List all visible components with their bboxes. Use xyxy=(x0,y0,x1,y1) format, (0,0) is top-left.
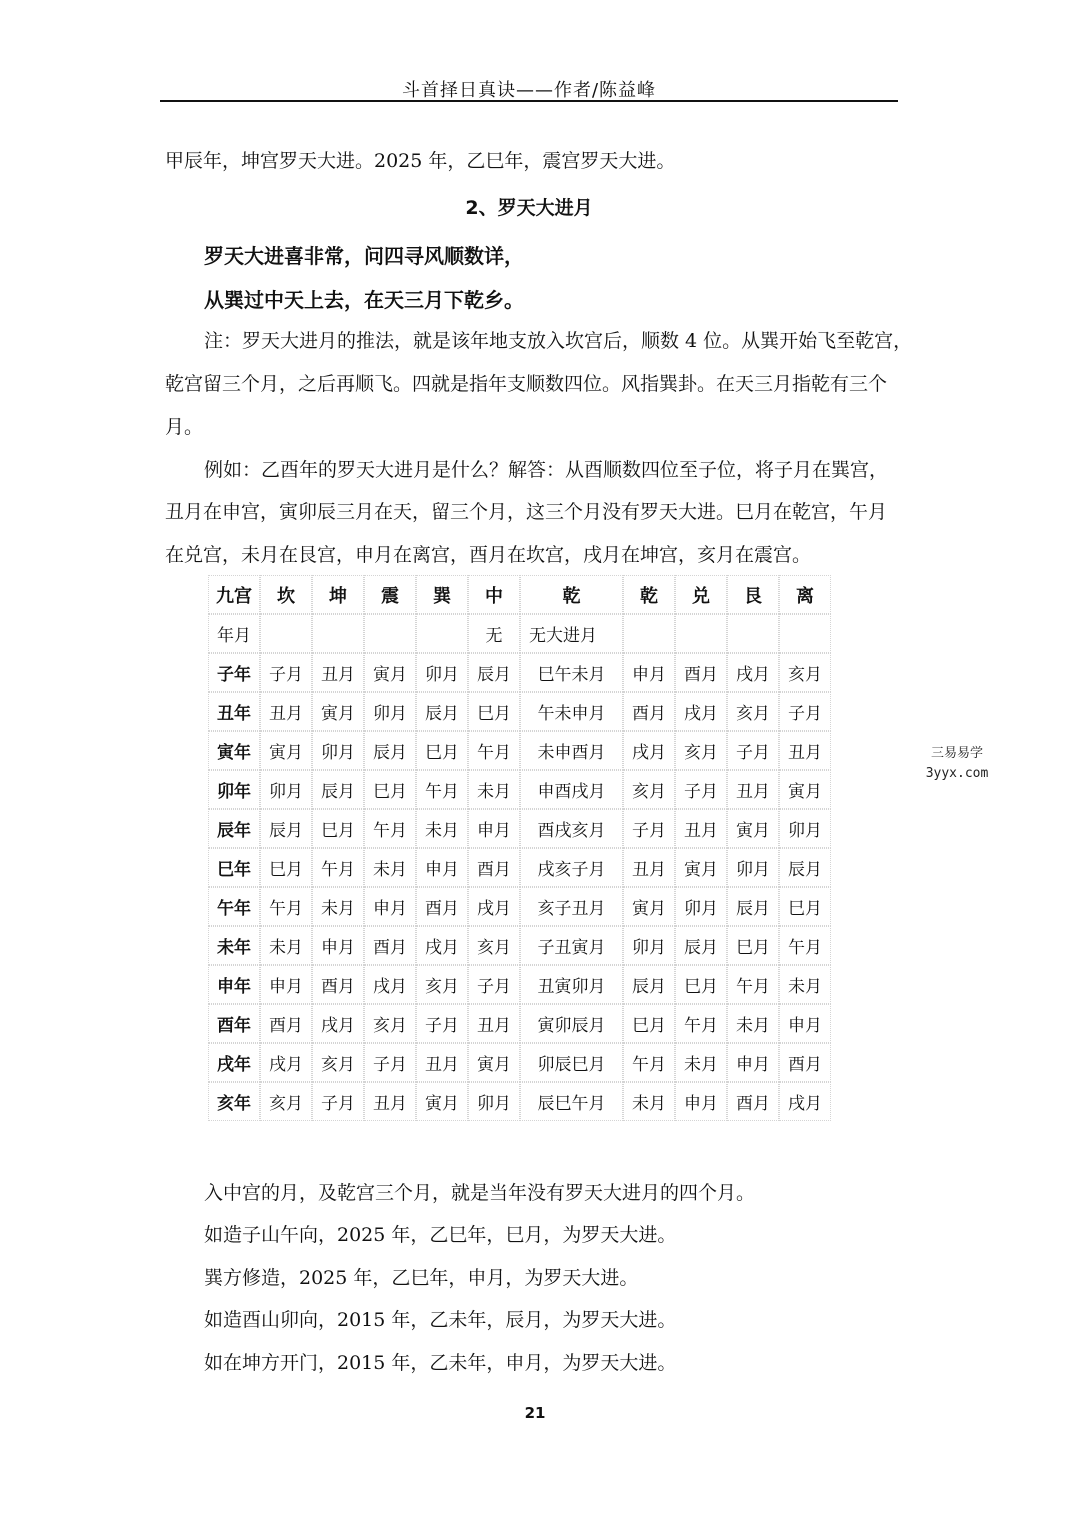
watermark xyxy=(922,744,992,784)
table-row xyxy=(209,654,830,691)
table-cell: 午月 xyxy=(313,849,363,886)
table-header-cell: 艮 xyxy=(728,576,778,613)
table-cell: 申月 xyxy=(728,1044,778,1081)
table-row-header: 寅年 xyxy=(209,732,259,769)
table-cell: 午月 xyxy=(624,1044,674,1081)
table-row xyxy=(209,888,830,925)
table-cell: 戌月 xyxy=(417,927,467,964)
table-cell: 酉月 xyxy=(313,966,363,1003)
table-cell: 戌月 xyxy=(624,732,674,769)
page-number: 21 xyxy=(524,1404,546,1422)
table-cell: 寅月 xyxy=(313,693,363,730)
table-cell: 午月 xyxy=(676,1005,726,1042)
table-cell: 戌月 xyxy=(780,1083,830,1120)
table-row xyxy=(209,1005,830,1042)
table-cell: 子月 xyxy=(780,693,830,730)
running-header: 斗首择日真诀——作者/陈益峰 xyxy=(401,80,657,101)
table-row-header: 申年 xyxy=(209,966,259,1003)
table-cell: 亥月 xyxy=(417,966,467,1003)
table-row xyxy=(209,693,830,730)
table-row-header: 丑年 xyxy=(209,693,259,730)
table-row-header: 未年 xyxy=(209,927,259,964)
table-cell: 子丑寅月 xyxy=(521,927,622,964)
table-header-cell: 震 xyxy=(365,576,415,613)
table-cell: 辰巳午月 xyxy=(521,1083,622,1120)
table-header-cell: 九宫 xyxy=(209,576,259,613)
table-cell: 申月 xyxy=(313,927,363,964)
table-cell: 亥月 xyxy=(261,1083,311,1120)
table-cell: 寅卯辰月 xyxy=(521,1005,622,1042)
note-line-2: 乾宫留三个月，之后再顺飞。四就是指年支顺数四位。风指巽卦。在天三月指乾有三个 xyxy=(165,373,888,395)
table-cell: 未月 xyxy=(780,966,830,1003)
table-cell: 卯月 xyxy=(780,810,830,847)
table-cell: 寅月 xyxy=(728,810,778,847)
table-cell: 子月 xyxy=(261,654,311,691)
table-cell: 酉月 xyxy=(676,654,726,691)
table-cell: 卯月 xyxy=(417,654,467,691)
table-cell: 酉戌亥月 xyxy=(521,810,622,847)
table-cell: 酉月 xyxy=(728,1083,778,1120)
table-subheader-row xyxy=(209,615,830,652)
table-cell: 亥月 xyxy=(365,1005,415,1042)
table-cell: 申月 xyxy=(469,810,519,847)
table-header-row xyxy=(209,576,830,613)
luotian-month-table xyxy=(207,574,832,1122)
table-cell: 午月 xyxy=(780,927,830,964)
table-row xyxy=(209,966,830,1003)
table-cell: 申月 xyxy=(780,1005,830,1042)
table-row xyxy=(209,1083,830,1120)
table-cell: 丑月 xyxy=(365,1083,415,1120)
table-row-header: 午年 xyxy=(209,888,259,925)
table-cell: 丑月 xyxy=(313,654,363,691)
table-cell: 酉月 xyxy=(417,888,467,925)
table-row xyxy=(209,927,830,964)
verse-line-1: 罗天大进喜非常，问四寻风顺数详， xyxy=(204,244,524,268)
table-cell: 未月 xyxy=(365,849,415,886)
table-cell: 巳月 xyxy=(261,849,311,886)
table-cell: 丑月 xyxy=(676,810,726,847)
table-row xyxy=(209,810,830,847)
table-subheader-cell xyxy=(365,615,415,652)
table-row-header: 巳年 xyxy=(209,849,259,886)
table-header-cell: 坤 xyxy=(313,576,363,613)
table-cell: 酉月 xyxy=(469,849,519,886)
table-cell: 戌月 xyxy=(469,888,519,925)
table-subheader-cell: 年月 xyxy=(209,615,259,652)
table-cell: 子月 xyxy=(676,771,726,808)
table-cell: 亥月 xyxy=(469,927,519,964)
table-cell: 戌月 xyxy=(261,1044,311,1081)
table-cell: 卯月 xyxy=(728,849,778,886)
table-cell: 巳月 xyxy=(313,810,363,847)
table-cell: 丑月 xyxy=(624,849,674,886)
after-line-5: 如在坤方开门，2015 年，乙未年，申月，为罗天大进。 xyxy=(204,1352,677,1374)
table-cell: 辰月 xyxy=(417,693,467,730)
table-cell: 子月 xyxy=(624,810,674,847)
table-cell: 丑月 xyxy=(417,1044,467,1081)
table-cell: 申月 xyxy=(417,849,467,886)
table-cell: 亥月 xyxy=(624,771,674,808)
table-cell: 巳月 xyxy=(676,966,726,1003)
table-header-cell: 巽 xyxy=(417,576,467,613)
table-cell: 午月 xyxy=(417,771,467,808)
table-cell: 子月 xyxy=(417,1005,467,1042)
table-cell: 戌亥子月 xyxy=(521,849,622,886)
table-cell: 卯月 xyxy=(469,1083,519,1120)
table-cell: 辰月 xyxy=(780,849,830,886)
table-cell: 戌月 xyxy=(676,693,726,730)
section-title: 2、罗天大进月 xyxy=(465,197,593,219)
intro-paragraph: 甲辰年，坤宫罗天大进。2025 年，乙巳年，震宫罗天大进。 xyxy=(165,150,676,172)
table-cell: 寅月 xyxy=(624,888,674,925)
table-cell: 卯月 xyxy=(624,927,674,964)
table-cell: 辰月 xyxy=(728,888,778,925)
table-subheader-cell: 无 xyxy=(469,615,519,652)
table-cell: 亥月 xyxy=(728,693,778,730)
table-cell: 辰月 xyxy=(469,654,519,691)
header-rule xyxy=(160,100,898,102)
table-header-cell: 坎 xyxy=(261,576,311,613)
table-cell: 申月 xyxy=(365,888,415,925)
table-cell: 午月 xyxy=(469,732,519,769)
table-row-header: 戌年 xyxy=(209,1044,259,1081)
table-header-cell: 离 xyxy=(780,576,830,613)
table-cell: 戌月 xyxy=(728,654,778,691)
table-row xyxy=(209,732,830,769)
table-cell: 戌月 xyxy=(365,966,415,1003)
table-cell: 丑月 xyxy=(728,771,778,808)
table-cell: 辰月 xyxy=(313,771,363,808)
table-row xyxy=(209,849,830,886)
table-row-header: 卯年 xyxy=(209,771,259,808)
table-cell: 卯辰巳月 xyxy=(521,1044,622,1081)
table-cell: 亥月 xyxy=(780,654,830,691)
table-cell: 未月 xyxy=(469,771,519,808)
table-cell: 午月 xyxy=(261,888,311,925)
watermark-line-1: 三易易学 xyxy=(930,746,983,761)
table-cell: 亥月 xyxy=(313,1044,363,1081)
table-cell: 丑月 xyxy=(469,1005,519,1042)
table-cell: 辰月 xyxy=(676,927,726,964)
table-cell: 未申酉月 xyxy=(521,732,622,769)
table-subheader-cell xyxy=(261,615,311,652)
table-cell: 寅月 xyxy=(780,771,830,808)
table-cell: 未月 xyxy=(676,1044,726,1081)
table-cell: 巳月 xyxy=(624,1005,674,1042)
watermark-line-2: 3yyx.com xyxy=(925,766,989,781)
example-line-3: 在兑宫，未月在艮宫，申月在离宫，酉月在坎宫，戌月在坤宫，亥月在震宫。 xyxy=(165,544,812,566)
table-cell: 巳月 xyxy=(417,732,467,769)
table-cell: 寅月 xyxy=(261,732,311,769)
table-subheader-cell xyxy=(676,615,726,652)
table-header-cell: 兑 xyxy=(676,576,726,613)
table-row xyxy=(209,771,830,808)
table-row-header: 子年 xyxy=(209,654,259,691)
example-line-2: 丑月在申宫，寅卯辰三月在天，留三个月，这三个月没有罗天大进。巳月在乾宫，午月 xyxy=(165,501,888,523)
table-cell: 寅月 xyxy=(417,1083,467,1120)
table-cell: 卯月 xyxy=(313,732,363,769)
table-cell: 酉月 xyxy=(365,927,415,964)
after-line-2: 如造子山午向，2025 年，乙巳年，巳月，为罗天大进。 xyxy=(204,1224,677,1246)
table-subheader-cell xyxy=(624,615,674,652)
table-cell: 午未申月 xyxy=(521,693,622,730)
table-cell: 戌月 xyxy=(313,1005,363,1042)
example-line-1: 例如：乙酉年的罗天大进月是什么？解答：从酉顺数四位至子位，将子月在巽宫， xyxy=(204,459,889,481)
table-cell: 卯月 xyxy=(261,771,311,808)
table-cell: 辰月 xyxy=(365,732,415,769)
table-cell: 申月 xyxy=(261,966,311,1003)
note-line-1: 注：罗天大进月的推法，就是该年地支放入坎宫后，顺数 4 位。从巽开始飞至乾宫， xyxy=(204,330,913,352)
table-cell: 亥月 xyxy=(676,732,726,769)
table-row-header: 辰年 xyxy=(209,810,259,847)
table-cell: 丑寅卯月 xyxy=(521,966,622,1003)
table-cell: 亥子丑月 xyxy=(521,888,622,925)
after-line-3: 巽方修造，2025 年，乙巳年，申月，为罗天大进。 xyxy=(204,1267,639,1289)
table-subheader-cell: 无大进月 xyxy=(521,615,622,652)
table-cell: 丑月 xyxy=(261,693,311,730)
table-cell: 寅月 xyxy=(469,1044,519,1081)
table-cell: 巳月 xyxy=(780,888,830,925)
table-cell: 辰月 xyxy=(624,966,674,1003)
table-cell: 巳月 xyxy=(469,693,519,730)
note-line-3: 月。 xyxy=(165,416,204,438)
table-row-header: 酉年 xyxy=(209,1005,259,1042)
table-cell: 巳午未月 xyxy=(521,654,622,691)
table-subheader-cell xyxy=(313,615,363,652)
table-cell: 子月 xyxy=(728,732,778,769)
after-line-4: 如造酉山卯向，2015 年，乙未年，辰月，为罗天大进。 xyxy=(204,1309,677,1331)
table-cell: 酉月 xyxy=(624,693,674,730)
table-cell: 午月 xyxy=(728,966,778,1003)
table-cell: 未月 xyxy=(313,888,363,925)
table-row xyxy=(209,1044,830,1081)
table-cell: 寅月 xyxy=(676,849,726,886)
table-cell: 酉月 xyxy=(261,1005,311,1042)
table-cell: 未月 xyxy=(728,1005,778,1042)
table-cell: 未月 xyxy=(261,927,311,964)
table-cell: 申月 xyxy=(676,1083,726,1120)
table-header-cell: 乾 xyxy=(624,576,674,613)
table-cell: 卯月 xyxy=(365,693,415,730)
table-row-header: 亥年 xyxy=(209,1083,259,1120)
table-cell: 巳月 xyxy=(365,771,415,808)
table-subheader-cell xyxy=(417,615,467,652)
table-cell: 申月 xyxy=(624,654,674,691)
table-cell: 寅月 xyxy=(365,654,415,691)
table-cell: 卯月 xyxy=(676,888,726,925)
table-cell: 子月 xyxy=(313,1083,363,1120)
table-subheader-cell xyxy=(780,615,830,652)
table-cell: 未月 xyxy=(624,1083,674,1120)
after-line-1: 入中宫的月，及乾宫三个月，就是当年没有罗天大进月的四个月。 xyxy=(204,1182,756,1204)
table-subheader-cell xyxy=(728,615,778,652)
table-cell: 丑月 xyxy=(780,732,830,769)
table-cell: 辰月 xyxy=(261,810,311,847)
verse-line-2: 从巽过中天上去，在天三月下乾乡。 xyxy=(204,288,524,312)
table-cell: 午月 xyxy=(365,810,415,847)
table-cell: 未月 xyxy=(417,810,467,847)
table-header-cell: 乾 xyxy=(521,576,622,613)
table-cell: 子月 xyxy=(365,1044,415,1081)
table-cell: 申酉戌月 xyxy=(521,771,622,808)
table-cell: 巳月 xyxy=(728,927,778,964)
table-cell: 酉月 xyxy=(780,1044,830,1081)
table-header-cell: 中 xyxy=(469,576,519,613)
table-cell: 子月 xyxy=(469,966,519,1003)
